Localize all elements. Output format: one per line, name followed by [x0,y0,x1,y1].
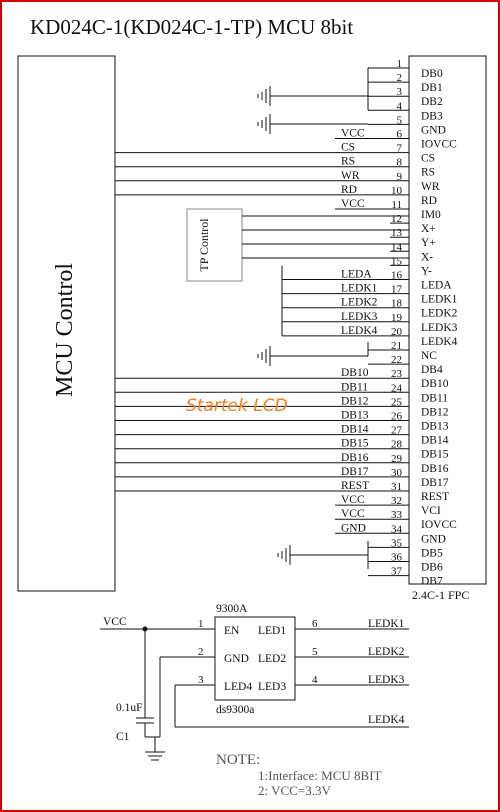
pin-number: 23 [391,368,402,381]
net-label: DB13 [341,409,369,422]
pin-name: NC [421,350,437,362]
net-label: GND [341,522,366,535]
driver-pin-number: 5 [312,646,318,658]
tp-control-block [187,209,242,281]
pin-name: X- [421,251,434,264]
pin-number: 34 [391,523,402,536]
net-label: LEDK3 [341,310,378,323]
pin-name: DB12 [421,406,449,419]
pin-name: DB7 [421,575,443,588]
net-label: DB11 [341,381,369,394]
watermark-text: Startek LCD [186,396,288,416]
driver-pin-number: 1 [198,618,204,630]
pin-name: DB6 [421,561,443,574]
net-label: DB15 [341,437,369,450]
pin-name: IOVCC [421,138,457,151]
pin-name: VCI [421,505,441,518]
pin-number: 26 [391,410,402,423]
pin-name: WR [421,180,440,193]
pin-name: IOVCC [421,519,457,532]
driver-pin-name: LED4 [224,681,253,693]
pin-name: Y+ [421,237,436,250]
driver-pin-number: 2 [198,646,204,658]
pin-number: 4 [396,100,402,113]
pin-name: Y- [421,265,432,278]
pin-name: REST [421,491,450,503]
diagram-title: KD024C-1(KD024C-1-TP) MCU 8bit [30,15,354,39]
fpc-pins [115,58,458,588]
pin-name: DB15 [421,448,449,461]
net-label: DB12 [341,395,369,408]
pin-name: LEDK3 [421,321,458,334]
pin-number: 33 [391,509,402,522]
pin-number: 16 [391,269,402,282]
fpc-pin-row [115,142,435,165]
net-label: CS [341,141,356,154]
pin-number: 15 [391,255,402,268]
net-label: VCC [341,508,365,521]
net-label: REST [341,480,370,492]
driver-pin-name: LED2 [258,653,287,665]
pin-name: DB10 [421,378,449,391]
pin-name: LEDA [421,279,452,292]
pin-name: DB1 [421,82,443,95]
pin-name: DB3 [421,110,443,123]
pin-number: 30 [391,466,402,479]
driver-vcc-net: VCC [103,616,127,628]
driver-wiring [100,627,409,760]
fpc-pin-row [115,184,437,207]
pin-name: DB0 [421,68,443,80]
net-label: DB16 [341,451,369,464]
pin-number: 13 [391,227,402,240]
pin-number: 36 [391,551,402,564]
ground-symbol [278,545,290,565]
pin-number: 37 [391,565,402,578]
pin-number: 25 [391,396,402,409]
net-label: RS [341,155,356,168]
pin-name: RD [421,194,437,207]
driver-extra-net: LEDK4 [368,714,405,726]
driver-pin-name: LED1 [258,625,287,637]
pin-name: LEDK1 [421,293,458,306]
net-label: RD [341,183,357,196]
fpc-label: 2.4C-1 FPC [412,588,470,602]
pin-name: GND [421,124,446,137]
pin-name: DB11 [421,392,449,405]
pin-name: DB4 [421,364,443,377]
ground-symbol [258,114,270,134]
ground-symbol [258,86,270,106]
driver-pin-number: 3 [198,674,204,686]
pin-number: 35 [391,537,402,550]
driver-pin-name: LED3 [258,681,287,693]
pin-name: DB14 [421,434,449,447]
pin-number: 22 [391,354,402,367]
pin-number: 8 [396,156,402,169]
pin-number: 28 [391,438,402,451]
net-label: WR [341,169,360,182]
driver-net-label: LEDK2 [368,646,405,658]
pin-number: 11 [391,199,402,211]
fpc-pin-row [115,156,435,179]
pin-name: DB13 [421,420,449,433]
pin-number: 17 [391,283,402,296]
net-label: DB17 [341,465,369,478]
capacitor-ref: C1 [116,731,130,743]
pin-name: IM0 [421,209,441,221]
net-label: LEDK2 [341,296,378,309]
pin-name: X+ [421,223,436,236]
pin-number: 18 [391,297,402,310]
net-label: VCC [341,494,365,507]
pin-number: 9 [396,170,402,183]
pin-number: 10 [391,184,402,197]
net-label: LEDK4 [341,324,378,337]
pin-number: 19 [391,311,402,324]
pin-name: DB5 [421,547,443,560]
driver-name: 9300A [216,603,248,615]
note-title: NOTE: [216,752,261,768]
pin-name: LEDK2 [421,307,458,320]
pin-number: 14 [391,241,402,254]
mcu-label: MCU Control [52,262,78,398]
pin-number: 6 [396,128,402,141]
ground-wiring [242,68,409,569]
driver-pin-name: GND [224,653,249,665]
driver-pin-name: EN [224,625,240,637]
tp-control-label: TP Control [197,218,211,272]
pin-name: DB2 [421,96,443,109]
driver-net-label: LEDK1 [368,618,405,630]
pin-number: 32 [391,495,402,508]
pin-number: 12 [391,213,402,226]
pin-number: 1 [396,58,402,70]
pin-number: 20 [391,325,402,338]
pin-name: CS [421,152,436,165]
net-label: DB14 [341,423,369,436]
note-line-1: 1:Interface: MCU 8BIT [258,768,382,783]
driver-part: ds9300a [216,704,255,716]
driver-pin-number: 4 [312,674,318,686]
pin-number: 29 [391,452,402,465]
net-label: LEDK1 [341,282,378,295]
driver-pin-number: 6 [312,618,318,630]
capacitor-value: 0.1uF [116,702,143,714]
pin-number: 2 [396,72,402,85]
pin-number: 24 [391,382,402,395]
pin-number: 7 [396,142,402,155]
net-label: VCC [341,198,365,210]
pin-name: DB16 [421,462,449,475]
net-label: LEDA [341,268,372,281]
net-label: VCC [341,127,365,140]
pin-name: LEDK4 [421,335,458,348]
pin-number: 5 [396,114,402,127]
pin-number: 21 [391,340,402,352]
ground-symbol [258,346,270,366]
pin-name: RS [421,166,436,179]
pin-name: DB17 [421,476,449,489]
pin-number: 27 [391,424,402,437]
pin-number: 31 [391,481,402,493]
pin-number: 3 [396,86,402,99]
fpc-pin-row [368,58,443,80]
net-label: DB10 [341,367,369,380]
note-line-2: 2: VCC=3.3V [258,783,331,798]
pin-name: GND [421,533,446,546]
driver-net-label: LEDK3 [368,674,405,686]
